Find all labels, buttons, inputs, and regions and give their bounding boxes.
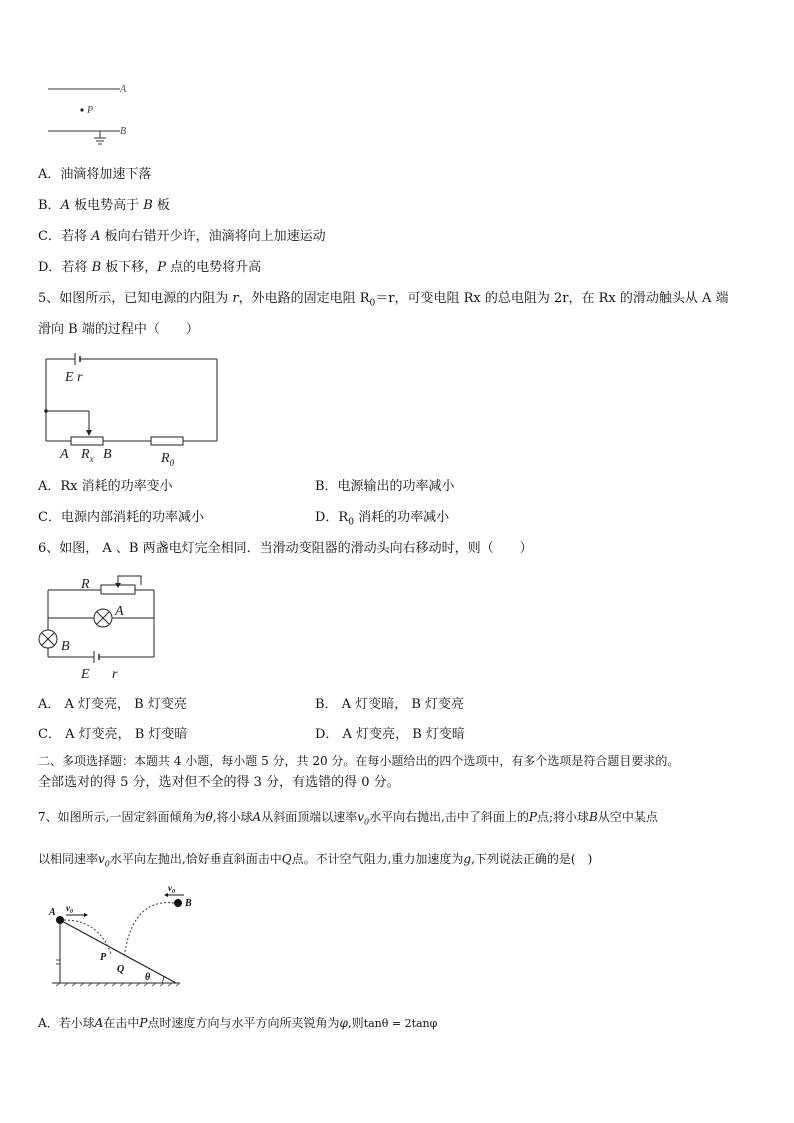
emf-label: E [81,667,90,682]
point-p-label: P [87,105,94,116]
q6-option-b: B． A 灯变暗， B 灯变亮 [315,697,465,712]
q5-circuit-figure [40,352,230,467]
ball-b [174,899,182,907]
ball-a-label: A [49,907,56,918]
q4-capacitor-figure [40,80,140,140]
q5-stem-line2: 滑向 B 端的过程中（ ） [38,322,199,337]
slider-arrow [86,430,92,436]
angle-label: θ [145,972,151,983]
ball-a-velocity-label: $v_0$ [66,903,73,915]
rx-label: $R_x$ [81,447,94,464]
q5-option-a: A．Rx 消耗的功率变小 [38,479,173,494]
plate-a-label: A [120,84,127,95]
q5-option-b: B．电源输出的功率减小 [315,479,455,494]
q5-stem-line1: 5、如图所示，已知电源的内阻为 r，外电路的固定电阻 $R_0=r$，可变电阻 Rx 的总电阻为 2r，在 Rx 的滑动触头从 A 端 [38,291,729,309]
q7-stem-line1: 7、如图所示,一固定斜面倾角为θ,将小球A从斜面顶端以速率$v_0$水平向右抛出,击中了斜面上的P点;将小球B从空中某点 [38,810,658,827]
point-p-label: P [100,952,107,963]
lamp-a-label: A [115,604,124,619]
q4-option-d: D．若将 B 板下移，P 点的电势将升高 [38,260,262,275]
internal-resistance-label: r [112,667,118,682]
trajectory-a [64,920,111,954]
q6-circuit-figure [36,570,161,685]
rx-end-a-label: A [60,447,69,462]
q4-option-a: A．油滴将加速下落 [38,167,152,182]
q6-option-a: A． A 灯变亮， B 灯变亮 [38,697,187,712]
q7-stem-line2: 以相同速率$v_0$水平向左抛出,恰好垂直斜面击中Q点。不计空气阻力,重力加速度为g,下列说法正确的是( ) [38,852,593,869]
q6-stem: 6、如图， A 、B 两盏电灯完全相同．当滑动变阻器的滑动头向右移动时，则（ ） [38,541,533,556]
point-q-label: Q [117,964,125,975]
resistor-r0 [151,437,183,445]
q7-incline-figure [44,880,194,990]
q5-option-c: C．电源内部消耗的功率减小 [38,510,204,525]
section2-line1: 二、多项选择题：本题共 4 小题，每小题 5 分，共 20 分。在每小题给出的四个选项中，有多个选项是符合题目要求的。 [38,754,680,768]
ball-a [56,916,64,924]
plate-b-label: B [120,126,127,137]
point-p [80,108,83,111]
ball-b-label: B [185,898,192,909]
resistor-rx [71,437,103,445]
q4-option-c: C．若将 A 板向右错开少许，油滴将向上加速运动 [38,229,326,244]
emf-label: E r [65,370,83,385]
q6-option-c: C． A 灯变亮， B 灯变暗 [38,727,188,742]
rheostat-label: R [81,577,90,592]
section2-line2: 全部选对的得 5 分，选对但不全的得 3 分，有选错的得 0 分。 [38,775,400,790]
r0-label: $R_0$ [161,451,175,468]
q6-option-d: D． A 灯变亮， B 灯变暗 [315,727,465,742]
lamp-b-label: B [61,639,70,654]
rx-end-b-label: B [103,447,112,462]
q4-option-b: B．A 板电势高于 B 板 [38,198,170,213]
angle-arc [162,976,164,983]
q5-option-d: D．$R_0$ 消耗的功率减小 [315,510,450,528]
ball-b-velocity-label: $v_0$ [168,883,175,895]
q7-option-a: A．若小球A在击中P点时速度方向与水平方向所夹锐角为φ,则tanθ = 2tanφ [38,1016,438,1030]
q7-formula: tanθ = 2tanφ [363,1017,438,1030]
trajectory-b [124,903,174,958]
